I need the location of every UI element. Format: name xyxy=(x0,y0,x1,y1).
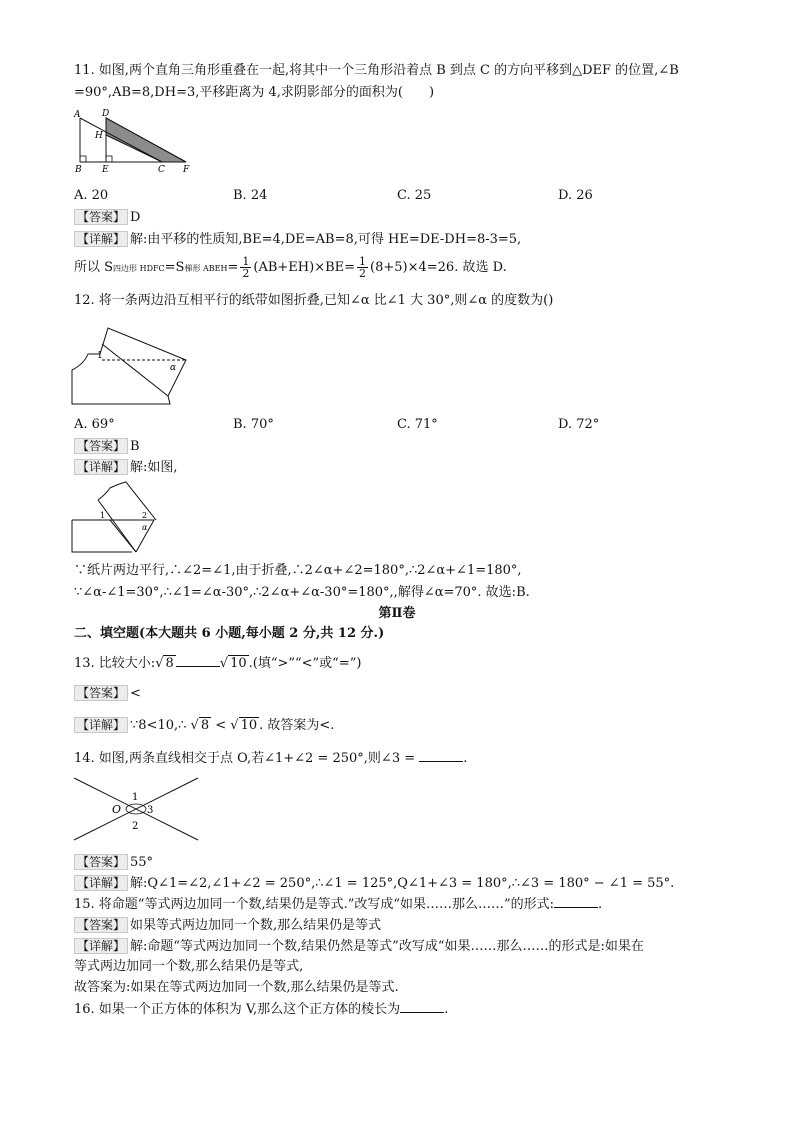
q14-stem xyxy=(74,749,467,768)
volume-title: 第Ⅱ卷 xyxy=(378,606,416,621)
q11-detail-part-b: =S xyxy=(164,260,185,275)
radicand-10b: 10 xyxy=(240,718,258,733)
q13-detail-b: . 故答案为<. xyxy=(259,718,335,733)
q16-stem-b: . xyxy=(444,1002,449,1017)
label-h: H xyxy=(95,131,103,141)
q14-intersecting-lines-figure xyxy=(72,772,202,848)
q12-option-b: B. 70° xyxy=(233,417,274,432)
label-angle-alpha: α xyxy=(170,363,177,373)
fraction-one-half-2 xyxy=(357,256,368,279)
radicand-10: 10 xyxy=(230,656,247,671)
answer-tag: 【答案】 xyxy=(74,854,128,870)
q12-detail-line1: ∵纸片两边平行,∴∠2=∠1,由于折叠,∴2∠α+∠2=180°,∴2∠α+∠1=180°, xyxy=(74,563,522,578)
q11-detail-part-e: (8+5)×4=26. 故选 D. xyxy=(370,260,507,275)
label-angle-3: 3 xyxy=(147,805,154,816)
q14-answer-value: 55° xyxy=(130,855,154,870)
label-angle-2: 2 xyxy=(132,821,139,832)
q13-detail: 【详解】 ∵8<10,∴ √ 8 < √ 10 . 故答案为<. xyxy=(74,715,334,736)
q11-detail-part-a: 所以 S xyxy=(74,260,114,275)
q13-detail-a: ∵8<10,∴ xyxy=(130,718,187,733)
answer-blank xyxy=(400,1000,444,1013)
q11-option-d: D. 26 xyxy=(558,188,593,203)
q12-option-d: D. 72° xyxy=(558,417,600,432)
q12-detail-intro-text: 解:如图, xyxy=(130,460,178,475)
q15-stem-b: . xyxy=(598,897,603,912)
q12-fold-figure xyxy=(70,320,194,408)
label-c: C xyxy=(158,165,165,174)
q11-detail-sub2: 梯形 ABEH xyxy=(184,264,228,273)
q15-stem-a: 15. 将命题“等式两边加同一个数,结果仍是等式.”改写成“如果……那么……”的形式: xyxy=(74,897,555,912)
label-b: B xyxy=(75,165,82,174)
q14-stem-b: . xyxy=(463,751,468,766)
label-e: E xyxy=(102,165,109,174)
q11-option-b: B. 24 xyxy=(233,188,268,203)
detail-tag: 【详解】 xyxy=(74,231,128,247)
q15-answer-value: 如果等式两边加同一个数,那么结果仍是等式 xyxy=(130,918,382,933)
q15-detail-line3: 故答案为:如果在等式两边加同一个数,那么结果仍是等式. xyxy=(74,980,399,995)
q15-detail-line1 xyxy=(74,937,644,956)
q12-option-c: C. 71° xyxy=(397,417,438,432)
q12-option-a: A. 69° xyxy=(74,417,115,432)
label-angle-1: 1 xyxy=(97,351,103,361)
detail-tag: 【详解】 xyxy=(74,459,128,475)
detail-tag: 【详解】 xyxy=(74,938,128,954)
label-o: O xyxy=(112,803,122,816)
label-a: A xyxy=(74,110,81,120)
q15-stem xyxy=(74,895,602,914)
radicand-8b: 8 xyxy=(200,718,210,733)
q12-solution-figure xyxy=(70,480,162,556)
q12-detail-intro xyxy=(74,458,178,477)
shaded-region xyxy=(106,118,186,162)
frac-num: 1 xyxy=(242,255,250,268)
section-title: 二、填空题(本大题共 6 小题,每小题 2 分,共 12 分.) xyxy=(74,626,385,641)
q12-answer xyxy=(74,437,140,456)
q14-answer xyxy=(74,853,153,872)
q11-detail-sub1: 四边形 HDFC xyxy=(113,264,165,273)
q13-detail-lt: < xyxy=(215,718,227,733)
answer-tag: 【答案】 xyxy=(74,917,128,933)
fraction-one-half xyxy=(240,256,251,279)
label-angle-alpha: α xyxy=(142,523,148,532)
answer-blank xyxy=(554,895,598,908)
q15-answer xyxy=(74,916,381,935)
answer-tag: 【答案】 xyxy=(74,209,128,225)
detail-tag: 【详解】 xyxy=(74,717,128,733)
q12-stem: 12. 将一条两边沿互相平行的纸带如图折叠,已知∠α 比∠1 大 30°,则∠α 的度数为() xyxy=(74,293,554,308)
q11-option-c: C. 25 xyxy=(397,188,432,203)
q11-triangle-figure xyxy=(72,108,198,174)
q16-stem xyxy=(74,1000,448,1019)
label-angle-2: 2 xyxy=(142,511,148,520)
frac-num-2: 1 xyxy=(359,255,367,268)
answer-tag: 【答案】 xyxy=(74,438,128,454)
q11-detail-text1: 解:由平移的性质知,BE=4,DE=AB=8,可得 HE=DE-DH=8-3=5, xyxy=(130,232,522,247)
frac-den-2: 2 xyxy=(359,267,367,280)
q11-stem-line1: 11. 如图,两个直角三角形重叠在一起,将其中一个三角形沿着点 B 到点 C 的方向平移到△DEF 的位置,∠B xyxy=(74,63,679,78)
q11-detail-part-c: = xyxy=(227,260,239,275)
answer-tag: 【答案】 xyxy=(74,685,128,701)
q13-stem: 13. 比较大小:√ 8 √ 10 .(填“>”“<”或“=”) xyxy=(74,656,362,671)
q11-stem-line2: =90°,AB=8,DH=3,平移距离为 4,求阴影部分的面积为( ) xyxy=(74,85,435,100)
frac-den: 2 xyxy=(242,267,250,280)
q11-detail-line1 xyxy=(74,230,521,249)
detail-tag: 【详解】 xyxy=(74,875,128,891)
q12-answer-value: B xyxy=(130,439,140,454)
q12-detail-line2: ∵∠α-∠1=30°,∴∠1=∠α-30°,∴2∠α+∠α-30°=180°,,解得∠α=70°. 故选:B. xyxy=(74,585,530,600)
answer-blank xyxy=(419,749,463,762)
label-angle-1: 1 xyxy=(132,792,139,803)
q14-detail-text: 解:Q∠1=∠2,∠1+∠2 = 250°,∴∠1 = 125°,Q∠1+∠3 = 180°,∴∠3 = 180° − ∠1 = 55°. xyxy=(130,876,675,891)
q13-stem-b: .(填“>”“<”或“=”) xyxy=(248,656,362,671)
q15-detail-line2: 等式两边加同一个数,那么结果仍是等式, xyxy=(74,959,304,974)
q11-answer-value: D xyxy=(130,210,141,225)
label-angle-1: 1 xyxy=(100,511,106,520)
q11-option-a: A. 20 xyxy=(74,188,109,203)
q16-stem-a: 16. 如果一个正方体的体积为 V,那么这个正方体的棱长为 xyxy=(74,1002,401,1017)
q13-stem-a: 13. 比较大小: xyxy=(74,656,156,671)
q11-detail-line2 xyxy=(74,256,507,281)
q13-answer-value: < xyxy=(130,686,141,701)
label-d: D xyxy=(102,109,110,119)
q11-answer xyxy=(74,208,140,227)
q14-detail xyxy=(74,874,674,893)
answer-blank xyxy=(176,654,220,667)
q15-detail-text1: 解:命题“等式两边加同一个数,结果仍然是等式”改写成“如果……那么……的形式是:如果在 xyxy=(130,939,644,954)
q13-answer xyxy=(74,684,141,703)
label-f: F xyxy=(183,165,190,174)
q14-stem-a: 14. 如图,两条直线相交于点 O,若∠1+∠2 = 250°,则∠3 = xyxy=(74,751,416,766)
radicand-8: 8 xyxy=(165,656,174,671)
q11-detail-part-d: (AB+EH)×BE= xyxy=(253,260,356,275)
